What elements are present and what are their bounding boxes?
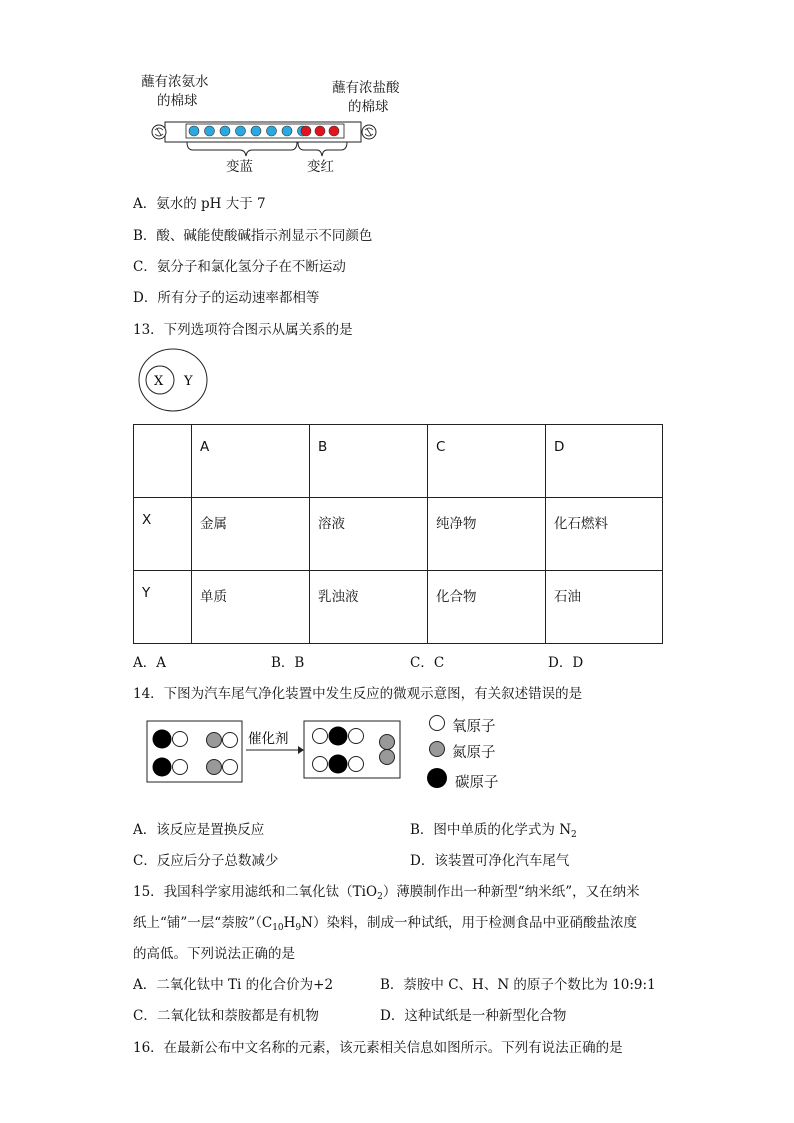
blue-indicator-dot xyxy=(220,126,230,136)
blue-indicator-dot xyxy=(189,126,199,136)
catalyst-label: 催化剂 xyxy=(248,731,289,747)
q12-option-d: D．所有分子的运动速率都相等 xyxy=(133,290,320,306)
label-turn-red: 变红 xyxy=(307,159,334,175)
q15-option-c: C．二氧化钛和萘胺都是有机物 xyxy=(133,1008,319,1024)
glass-tube-diagram xyxy=(145,118,385,178)
q14-option-b: B．图中单质的化学式为 $N_2$ xyxy=(410,822,577,840)
carbon-atom-legend-icon xyxy=(427,768,447,788)
q15-stem-line1: 15．我国科学家用滤纸和二氧化钛（TiO$_2$）薄膜制作出一种新型“纳米纸”，又在纳米 xyxy=(133,884,640,902)
table-cell: 乳浊液 xyxy=(310,571,428,644)
q13-answer-c: C．C xyxy=(410,655,445,671)
blue-indicator-dot xyxy=(236,126,246,136)
table-cell: 化合物 xyxy=(428,571,546,644)
table-cell: 单质 xyxy=(192,571,310,644)
venn-label-y: Y xyxy=(184,374,193,389)
co2-molecule xyxy=(313,727,364,746)
table-cell: X xyxy=(134,498,192,571)
table-cell: A xyxy=(192,425,310,498)
red-indicator-dot xyxy=(329,126,339,136)
q13-table xyxy=(133,424,663,644)
q15-stem-line2: 纸上“铺”一层“萘胺$”(C_{10}H_9N)$染料，制成一种试纸，用于检测食品中亚硝酸盐浓度 xyxy=(133,915,637,933)
table-row xyxy=(134,571,663,644)
brace-red xyxy=(298,142,347,156)
q12-option-a: A．氨水的 pH 大于 7 xyxy=(133,196,266,212)
legend-oxygen: 氧原子 xyxy=(452,719,496,735)
fig12-label-left: 蘸有浓氨水 的棉球 xyxy=(141,74,209,109)
q13-answer-b: B．B xyxy=(271,655,305,671)
q12-option-b: B．酸、碱能使酸碱指示剂显示不同颜色 xyxy=(133,228,373,244)
oxygen-atom-legend-icon xyxy=(430,716,445,731)
red-indicator-dot xyxy=(301,126,311,136)
q16-stem: 16．在最新公布中文名称的元素，该元素相关信息如图所示。下列有说法正确的是 xyxy=(133,1040,623,1056)
q13-answer-a: A．A xyxy=(133,655,166,671)
q14-stem: 14．下图为汽车尾气净化装置中发生反应的微观示意图，有关叙述错误的是 xyxy=(133,686,583,702)
q12-option-c: C．氨分子和氯化氢分子在不断运动 xyxy=(133,259,346,275)
co2-molecule xyxy=(313,755,364,774)
brace-blue xyxy=(187,142,297,156)
q14-option-a: A．该反应是置换反应 xyxy=(133,822,265,838)
arrow-head xyxy=(298,746,304,754)
legend-carbon: 碳原子 xyxy=(455,775,499,791)
blue-indicator-dot xyxy=(205,126,215,136)
q15-option-a: A．二氧化钛中 Ti 的化合价为+2 xyxy=(133,977,334,993)
table-cell: Y xyxy=(134,571,192,644)
table-cell: 溶液 xyxy=(310,498,428,571)
fig12-label-right: 蘸有浓盐酸 的棉球 xyxy=(332,80,400,115)
red-indicator-dot xyxy=(315,126,325,136)
q13-answer-d: D．D xyxy=(548,655,584,671)
label-turn-blue: 变蓝 xyxy=(226,159,253,175)
nitrogen-atom-legend-icon xyxy=(430,742,445,757)
table-cell xyxy=(134,425,192,498)
red-dots xyxy=(301,126,339,136)
table-cell: C xyxy=(428,425,546,498)
q13-stem: 13．下列选项符合图示从属关系的是 xyxy=(133,322,353,338)
table-cell: 纯净物 xyxy=(428,498,546,571)
blue-indicator-dot xyxy=(282,126,292,136)
q15-stem-line3: 的高低。下列说法正确的是 xyxy=(133,946,295,962)
q14-option-c: C．反应后分子总数减少 xyxy=(133,853,279,869)
table-cell: 石油 xyxy=(546,571,663,644)
venn-diagram xyxy=(136,346,212,414)
cotton-ball-left xyxy=(152,125,166,139)
legend-nitrogen: 氮原子 xyxy=(452,745,496,761)
venn-label-x: X xyxy=(154,374,164,389)
q15-option-d: D．这种试纸是一种新型化合物 xyxy=(380,1008,567,1024)
table-cell: 金属 xyxy=(192,498,310,571)
cotton-ball-right xyxy=(362,125,376,139)
q15-option-b: B．萘胺中 C、H、N 的原子个数比为 10:9:1 xyxy=(380,977,656,993)
table-cell: D xyxy=(546,425,663,498)
blue-indicator-dot xyxy=(267,126,277,136)
table-row xyxy=(134,498,663,571)
q14-option-d: D．该装置可净化汽车尾气 xyxy=(410,853,570,869)
blue-indicator-dot xyxy=(251,126,261,136)
table-cell: 化石燃料 xyxy=(546,498,663,571)
table-cell: B xyxy=(310,425,428,498)
table-header-row xyxy=(134,425,663,498)
